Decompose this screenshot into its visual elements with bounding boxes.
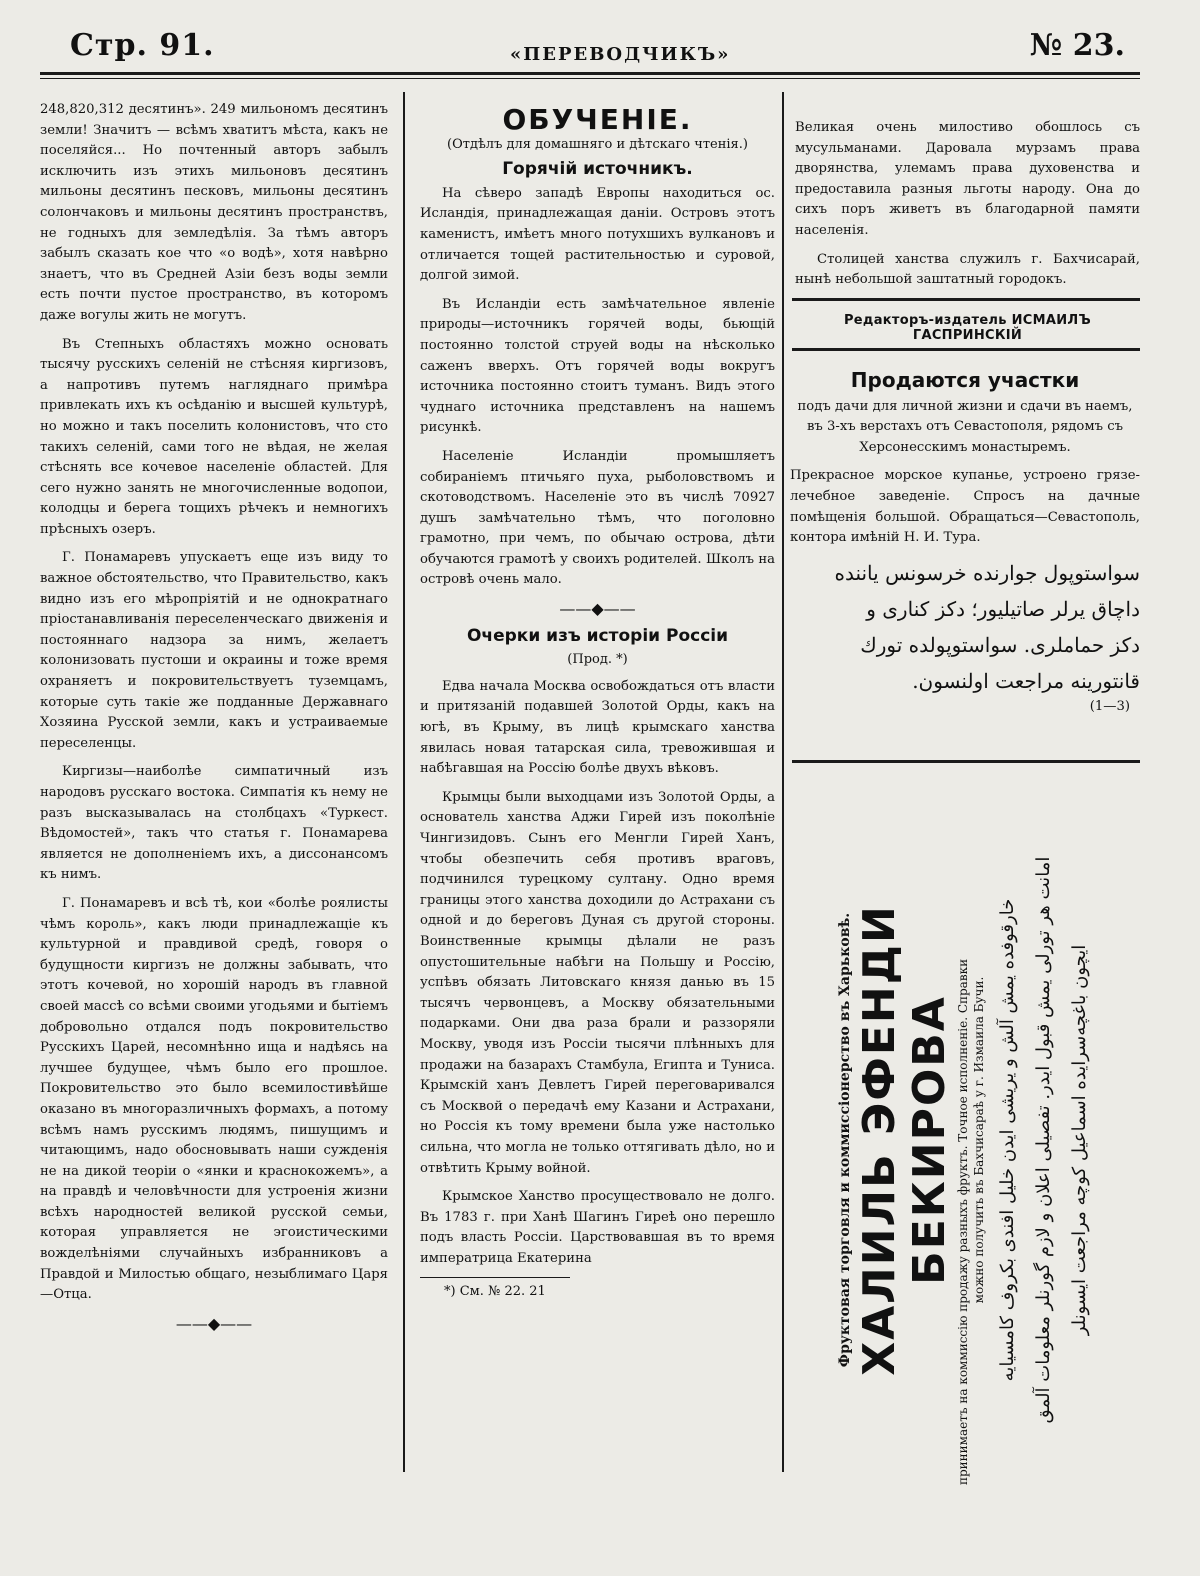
paragraph: На сѣверо западѣ Европы находиться ос. Исландія, принадлежащая даніи. Островъ этотъ каменистъ, имѣетъ много потухшихъ вулкановъ и отличается тощей растительностью и суровой, долгой зимой. <box>420 185 775 284</box>
page-number: Стр. 91. <box>70 28 215 63</box>
ad-fruit-heading: Фруктовая торговля и коммиссіонерство въ Харьковѣ. <box>837 912 853 1368</box>
ad-number: (1—3) <box>1089 698 1130 714</box>
paragraph: Крымское Ханство просуществовало не долго. Въ 1783 г. при Ханѣ Шагинъ Гиреѣ оно перешло подъ власть Россіи. Царствовавшая въ то время императрица Екатерина <box>420 1189 775 1266</box>
ad-divider <box>792 760 1140 763</box>
editor-publisher: Редакторъ-издатель ИСМАИЛЪ ГАСПРИНСКІЙ <box>843 313 1092 343</box>
column-divider-2 <box>782 92 784 1472</box>
paragraph: Столицей ханства служилъ г. Бахчисарай, нынѣ небольшой заштатный городокъ. <box>795 251 1140 288</box>
ad-fruit-name: ХАЛИЛЬ ЭФЕНДИ БЕКИРОВА <box>854 904 955 1376</box>
article-subtitle: (Прод. *) <box>567 652 628 668</box>
paragraph: 248,820,312 десятинъ». 249 мильономъ десятинъ земли! Значитъ — всѣмъ хватитъ мѣста, какъ не поселяйся... Но почтенный авторъ забылъ исключить изъ этихъ мильоновъ десятинъ мильоны десятинъ песковъ, мильоны десятинъ солончаковъ и мильоны десятинъ пространствъ, не годныхъ для земледѣлія. За тѣмъ авторъ забылъ сказать кое что «о водѣ», хотя навѣрно знаетъ, что въ Средней Азіи безъ воды земли есть почти пустое пространство, въ которомъ даже вогулы жить не могутъ. <box>40 102 388 323</box>
ad-body: Прекрасное морское купанье, устроено грязе-лечебное заведеніе. Спросъ на дачные помѣщенія большой. Обращаться—Севастополь, контора имѣній Н. И. Тура. <box>790 468 1140 546</box>
footnote-rule <box>420 1277 570 1278</box>
header-rule-bottom <box>40 78 1140 79</box>
ad-arabic-line: قانتورینه مراجعت اولنسون. <box>912 668 1140 693</box>
ad-lead: подъ дачи для личной жизни и сдачи въ наемъ, въ 3-хъ верстахъ отъ Севастополя, рядомъ съ Херсонесскимъ монастыремъ. <box>797 398 1133 455</box>
header-rule-top <box>40 72 1140 75</box>
ad-fruit-text: принимаетъ на коммиссію продажу разныхъ фруктъ. Точное исполненіе. Справки <box>956 958 970 1485</box>
issue-number: № 23. <box>1029 28 1125 63</box>
ad-fruit-arabic-line: امانت هر تورلی یمش قبول ایدر. تفصیلی اعلان و لازم گورنلر معلومات آلمق <box>1033 856 1054 1424</box>
footnote: *) См. № 22. 21 <box>444 1284 546 1300</box>
ad-fruit-arabic-line: ایچون باغچه‌سرایده اسماعیل کوچه مراجعت ایسونلر <box>1069 944 1090 1336</box>
paragraph: Едва начала Москва освобождаться отъ власти и притязаній подавшей Золотой Орды, какъ на югѣ, въ Крыму, въ лицѣ крымскаго ханства явилась новая татарская сила, тревожившая и набѣгавшая на Россію болѣе двухъ вѣковъ. <box>420 678 775 777</box>
ad-title: Продаются участки <box>850 368 1080 392</box>
advertisement-fruit-trade <box>820 795 1110 1485</box>
column-divider-1 <box>403 92 405 1472</box>
ad-arabic-line: سواستوپول جوارنده خرسونس یاننده <box>834 560 1140 585</box>
paragraph: Киргизы—наиболѣе симпатичный изъ народовъ русскаго востока. Симпатія къ нему не разъ высказывалась на столбцахъ «Туркест. Вѣдомостей», такъ что статья г. Понамарева является не дополненіемъ ихъ, а диссонансомъ къ нимъ. <box>40 764 388 883</box>
column-1 <box>40 100 388 1340</box>
ornament-divider: ——◆—— <box>175 1313 253 1333</box>
paragraph: Г. Понамаревъ и всѣ тѣ, кои «болѣе роялисты чѣмъ король», какъ люди принадлежащіе къ культурной и правдивой средѣ, говоря о будущности киргизъ не должны забывать, что этотъ кочевой, но хорошій народъ въ главной своей массѣ со всѣми своими угодьями и бытіемъ добровольно отдался подъ покровительство Русскихъ Царей, несомнѣнно ища и надѣясь на лучшее будущее, чѣмъ было его прошлое. Покровительство это было всемилостивѣйше оказано въ многоразличныхъ формахъ, а потому всѣмъ намъ русскимъ людямъ, пишущимъ и читающимъ, надо обосновывать наши сужденія не на дикой теоріи о «янки и краснокожемъ», а на правдѣ и человѣчности для устроенія жизни всѣхъ народностей великой русской семьи, которая управляется не эгоистическими вожделѣніями случайныхъ избранниковъ а Правдой и Милостью общаго, незыблимаго Царя—Отца. <box>40 895 388 1303</box>
paragraph: Г. Понамаревъ упускаетъ еще изъ виду то важное обстоятельство, что Правительство, какъ видно изъ его мѣропріятій и не однократнаго пріостанавливанія переселенческаго движенія и постояннаго надзора за нимъ, желаетъ колонизовать пустоши и окраины и тоже время охраняетъ и покровительствуетъ туземцамъ, которые суть такіе же подданные Державнаго Хозяина Русской земли, какъ и устраиваемые переселенцы. <box>40 550 388 751</box>
page-header <box>40 22 1145 68</box>
advertisement-plots <box>790 370 1140 717</box>
paragraph: Крымцы были выходцами изъ Золотой Орды, а основатель ханства Аджи Гирей изъ поколѣніе Чингизидовъ. Сынъ его Менгли Гирей Ханъ, чтобы обезпечить себя противъ враговъ, подчинился турецкому султану. Одно время границы этого ханства доходили до Астрахани съ одной и до береговъ Дуная съ другой стороны. Воинственные крымцы дѣлали не разъ опустошительные набѣги на Польшу и Россію, успѣвъ обязать Литовскаго князя данью въ 15 тысячъ червонцевъ, а Москву обязательными подарками. Они два раза брали и раззоряли Москву, уводя изъ Россіи тысячи плѣнныхъ для продажи на базарахъ Стамбула, Египта и Туниса. Крымскій ханъ Девлетъ Гирей переговаривался съ Москвой о передачѣ ему Казани и Астрахани, но Россія къ тому времени была уже настолько сильна, что могла не только оттягивать дѣло, но и отвѣтить Крыму войной. <box>420 789 775 1176</box>
paragraph: Въ Исландіи есть замѣчательное явленіе природы—источникъ горячей воды, бьющій постоянно толстой струей воды на нѣсколько саженъ вверхъ. Отъ горячей воды вокругъ источника постоянно стоитъ туманъ. Видъ этого чуднаго источника представленъ на нашемъ рисункѣ. <box>420 296 775 436</box>
paragraph: Въ Степныхъ областяхъ можно основать тысячу русскихъ селеній не стѣсняя киргизовъ, а напротивъ путемъ нагляднаго примѣра привлекать ихъ къ осѣданію и высшей культурѣ, но можно и такъ поселить колонистовъ, что сто такихъ селеній, сами того не вѣдая, не желая стѣснять все кочевое населеніе областей. Для сего нужно занять не многочисленные водопои, колодцы и берега тощихъ рѣчекъ и немногихъ прѣсныхъ озеръ. <box>40 336 388 537</box>
paragraph: Великая очень милостиво обошлось съ мусульманами. Даровала мурзамъ права дворянства, улемамъ права духовенства и предоставила разныя льготы народу. Она до сихъ поръ живетъ въ благодарной памяти населенія. <box>795 120 1140 238</box>
article-title: Горячій источникъ. <box>502 159 693 180</box>
section-subtitle: (Отдѣлъ для домашняго и дѣтскаго чтенія.) <box>447 136 748 152</box>
ad-fruit-arabic-line: خارقوفده یمش آلش و یریشی ایدن خلیل افندی بکروف کامسیایه <box>997 898 1018 1382</box>
ad-arabic-line: داچاق یرلر صاتیلیور؛ دکز کناری و <box>866 596 1140 621</box>
ad-fruit-text: можно получить въ Бахчисараѣ у г. Измаила Бучи. <box>972 976 986 1304</box>
article-title: Очерки изъ исторіи Россіи <box>466 625 729 646</box>
column-3 <box>795 118 1140 299</box>
editor-rule-top <box>792 298 1140 301</box>
paragraph: Населеніе Исландіи промышляетъ собираніемъ птичьяго пуха, рыболовствомъ и скотоводствомъ. Населеніе это въ числѣ 70927 душъ замѣчательно тѣмъ, что поголовно грамотно, при чемъ, по обычаю острова, дѣти обучаются грамотѣ у своихъ родителей. Школъ на островѣ очень мало. <box>420 448 775 588</box>
section-title: ОБУЧЕНІЕ. <box>502 103 693 136</box>
newspaper-title: «ПЕРЕВОДЧИКЪ» <box>510 44 731 65</box>
ornament-divider: ——◆—— <box>559 599 636 619</box>
editor-rule-bottom <box>792 348 1140 351</box>
ad-arabic-line: دکز حماملری. سواستوپولده تورك <box>860 632 1140 657</box>
column-2 <box>420 103 775 1303</box>
